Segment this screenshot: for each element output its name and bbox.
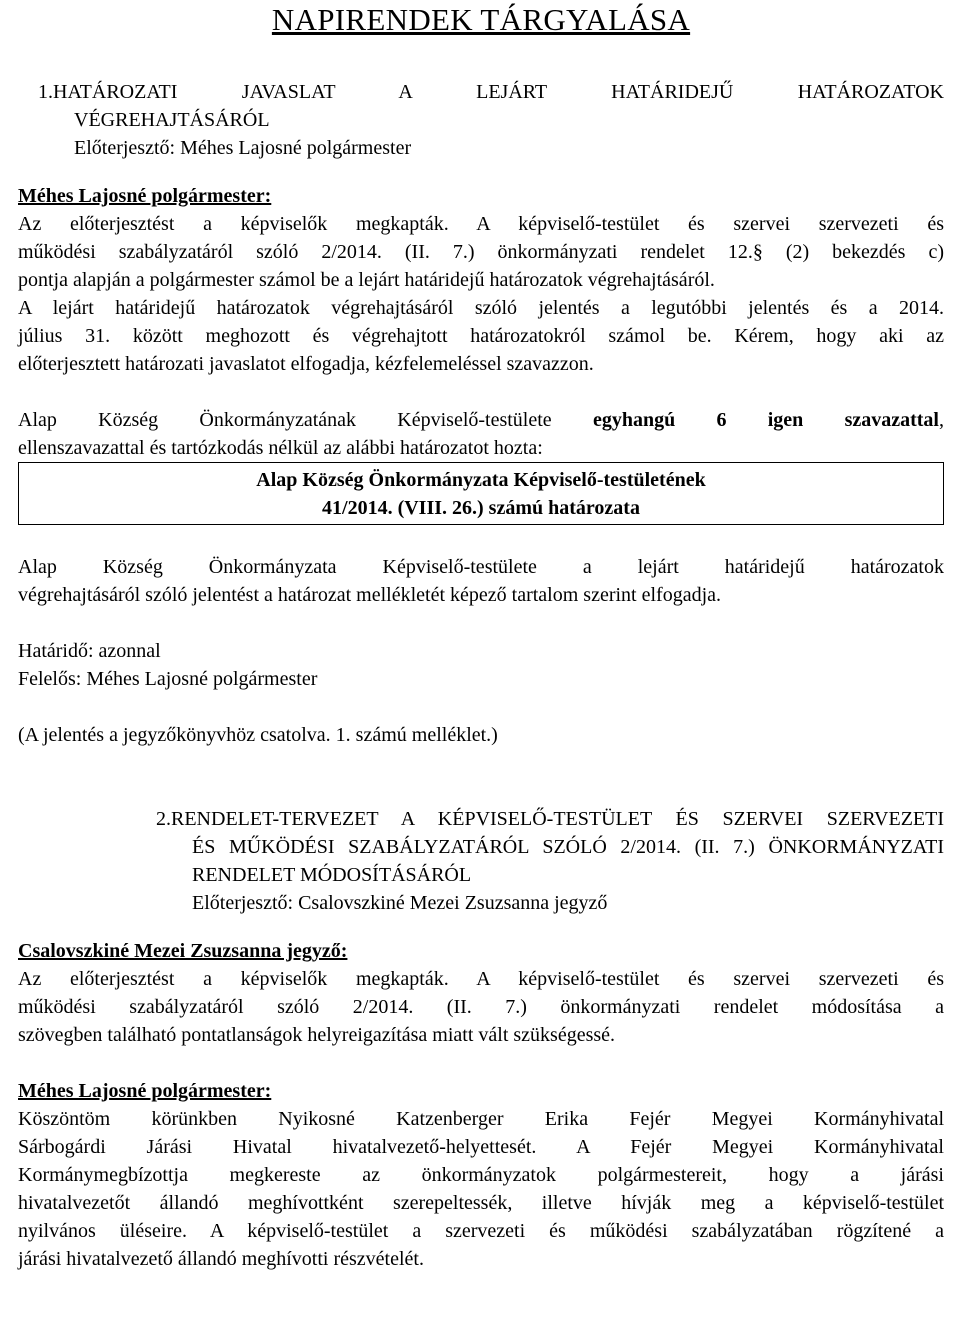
item-2-heading-line-1: 2.RENDELET-TERVEZET A KÉPVISELŐ-TESTÜLET ÉS SZERVEI SZERVEZETI xyxy=(156,808,944,830)
vote-result: egyhangú 6 igen szavazattal xyxy=(592,409,939,431)
item-1-speaker: Méhes Lajosné polgármester: xyxy=(18,185,272,207)
item-2-speaker-2: Méhes Lajosné polgármester: xyxy=(18,1080,272,1102)
page-title: NAPIRENDEK TÁRGYALÁSA xyxy=(271,2,691,37)
item-2-speech: Az előterjesztést a képviselők megkapták. A képviselő-testület és szervei szervezeti és működési szabályzatáról szóló 2/2014. (II. 7.) önkormányzati rendelet módosítása a szövegben található pontatlanságok helyreigazítása miatt vált szükségessé. xyxy=(18,968,944,1046)
item-2-speech-2: Köszöntöm körünkben Nyikosné Katzenberger Erika Fejér Megyei Kormányhivatal Sárbogárdi Járási Hivatal hivatalvezető-helyettesét. A Fejér Megyei Kormányhivatal Kormánymegbízottja megkereste az önkormányzatok polgármestereit, hogy a járási hivatalvezetőt állandó meghívottként szerepeltessék, illetve hívják meg a képviselő-testület nyilvános üléseire. A képviselő-testület a szervezeti és működési szabályzatában rögzítené a járási hivatalvezető állandó meghívotti részvételét. xyxy=(18,1108,944,1270)
item-2-presenter: Előterjesztő: Csalovszkiné Mezei Zsuzsanna jegyző xyxy=(192,892,608,914)
item-2-heading-line-2: ÉS MŰKÖDÉSI SZABÁLYZATÁRÓL SZÓLÓ 2/2014. (II. 7.) ÖNKORMÁNYZATI xyxy=(192,836,944,858)
item-1-heading-line-1: 1.HATÁROZATI JAVASLAT A LEJÁRT HATÁRIDEJŰ HATÁROZATOK xyxy=(38,81,944,103)
agenda-item-2 xyxy=(18,805,944,917)
item-1-speech: Az előterjesztést a képviselők megkapták. A képviselő-testület és szervei szervezeti és működési szabályzatáról szóló 2/2014. (II. 7.) önkormányzati rendelet 12.§ (2) bekezdés c) pontja alapján a polgármester számol be a lejárt határidejű határozatok végrehajtásáról. A lejárt határidejű határozatok végrehajtásáról szóló jelentés a legutóbbi jelentés és a 2014. július 31. között meghozott és végrehajtott határozatokról számol be. Kérem, hogy aki az előterjesztett határozati javaslatot elfogadja, kézfelemeléssel szavazzon. xyxy=(18,213,944,375)
item-1-deadline: Határidő: azonnal xyxy=(18,640,161,662)
resolution-title-box: Alap Község Önkormányzata Képviselő-testületének 41/2014. (VIII. 26.) számú határozata xyxy=(18,462,944,525)
agenda-item-1 xyxy=(18,78,944,162)
item-1-heading-line-2: VÉGREHAJTÁSÁRÓL xyxy=(74,109,270,131)
item-1-attachment-note: (A jelentés a jegyzőkönyvhöz csatolva. 1. számú melléklet.) xyxy=(18,724,498,746)
item-2-speaker: Csalovszkiné Mezei Zsuzsanna jegyző: xyxy=(18,940,348,962)
item-1-resolution-text: Alap Község Önkormányzata Képviselő-testülete a lejárt határidejű határozatok végrehajtásáról szóló jelentést a határozat mellékletét képező tartalom szerint elfogadja. xyxy=(18,556,944,606)
item-1-vote: Alap Község Önkormányzatának Képviselő-testülete egyhangú 6 igen szavazattal, ellenszavazattal és tartózkodás nélkül az alábbi határozatot hozta: xyxy=(18,409,944,459)
item-1-number: 1. xyxy=(38,81,53,103)
document-page xyxy=(18,0,944,1273)
section-sign-icon: § xyxy=(752,241,763,263)
item-1-responsible: Felelős: Méhes Lajosné polgármester xyxy=(18,668,318,690)
item-2-number: 2. xyxy=(156,808,171,830)
item-1-presenter: Előterjesztő: Méhes Lajosné polgármester xyxy=(74,137,412,159)
item-2-heading-line-3: RENDELET MÓDOSÍTÁSÁRÓL xyxy=(192,864,472,886)
